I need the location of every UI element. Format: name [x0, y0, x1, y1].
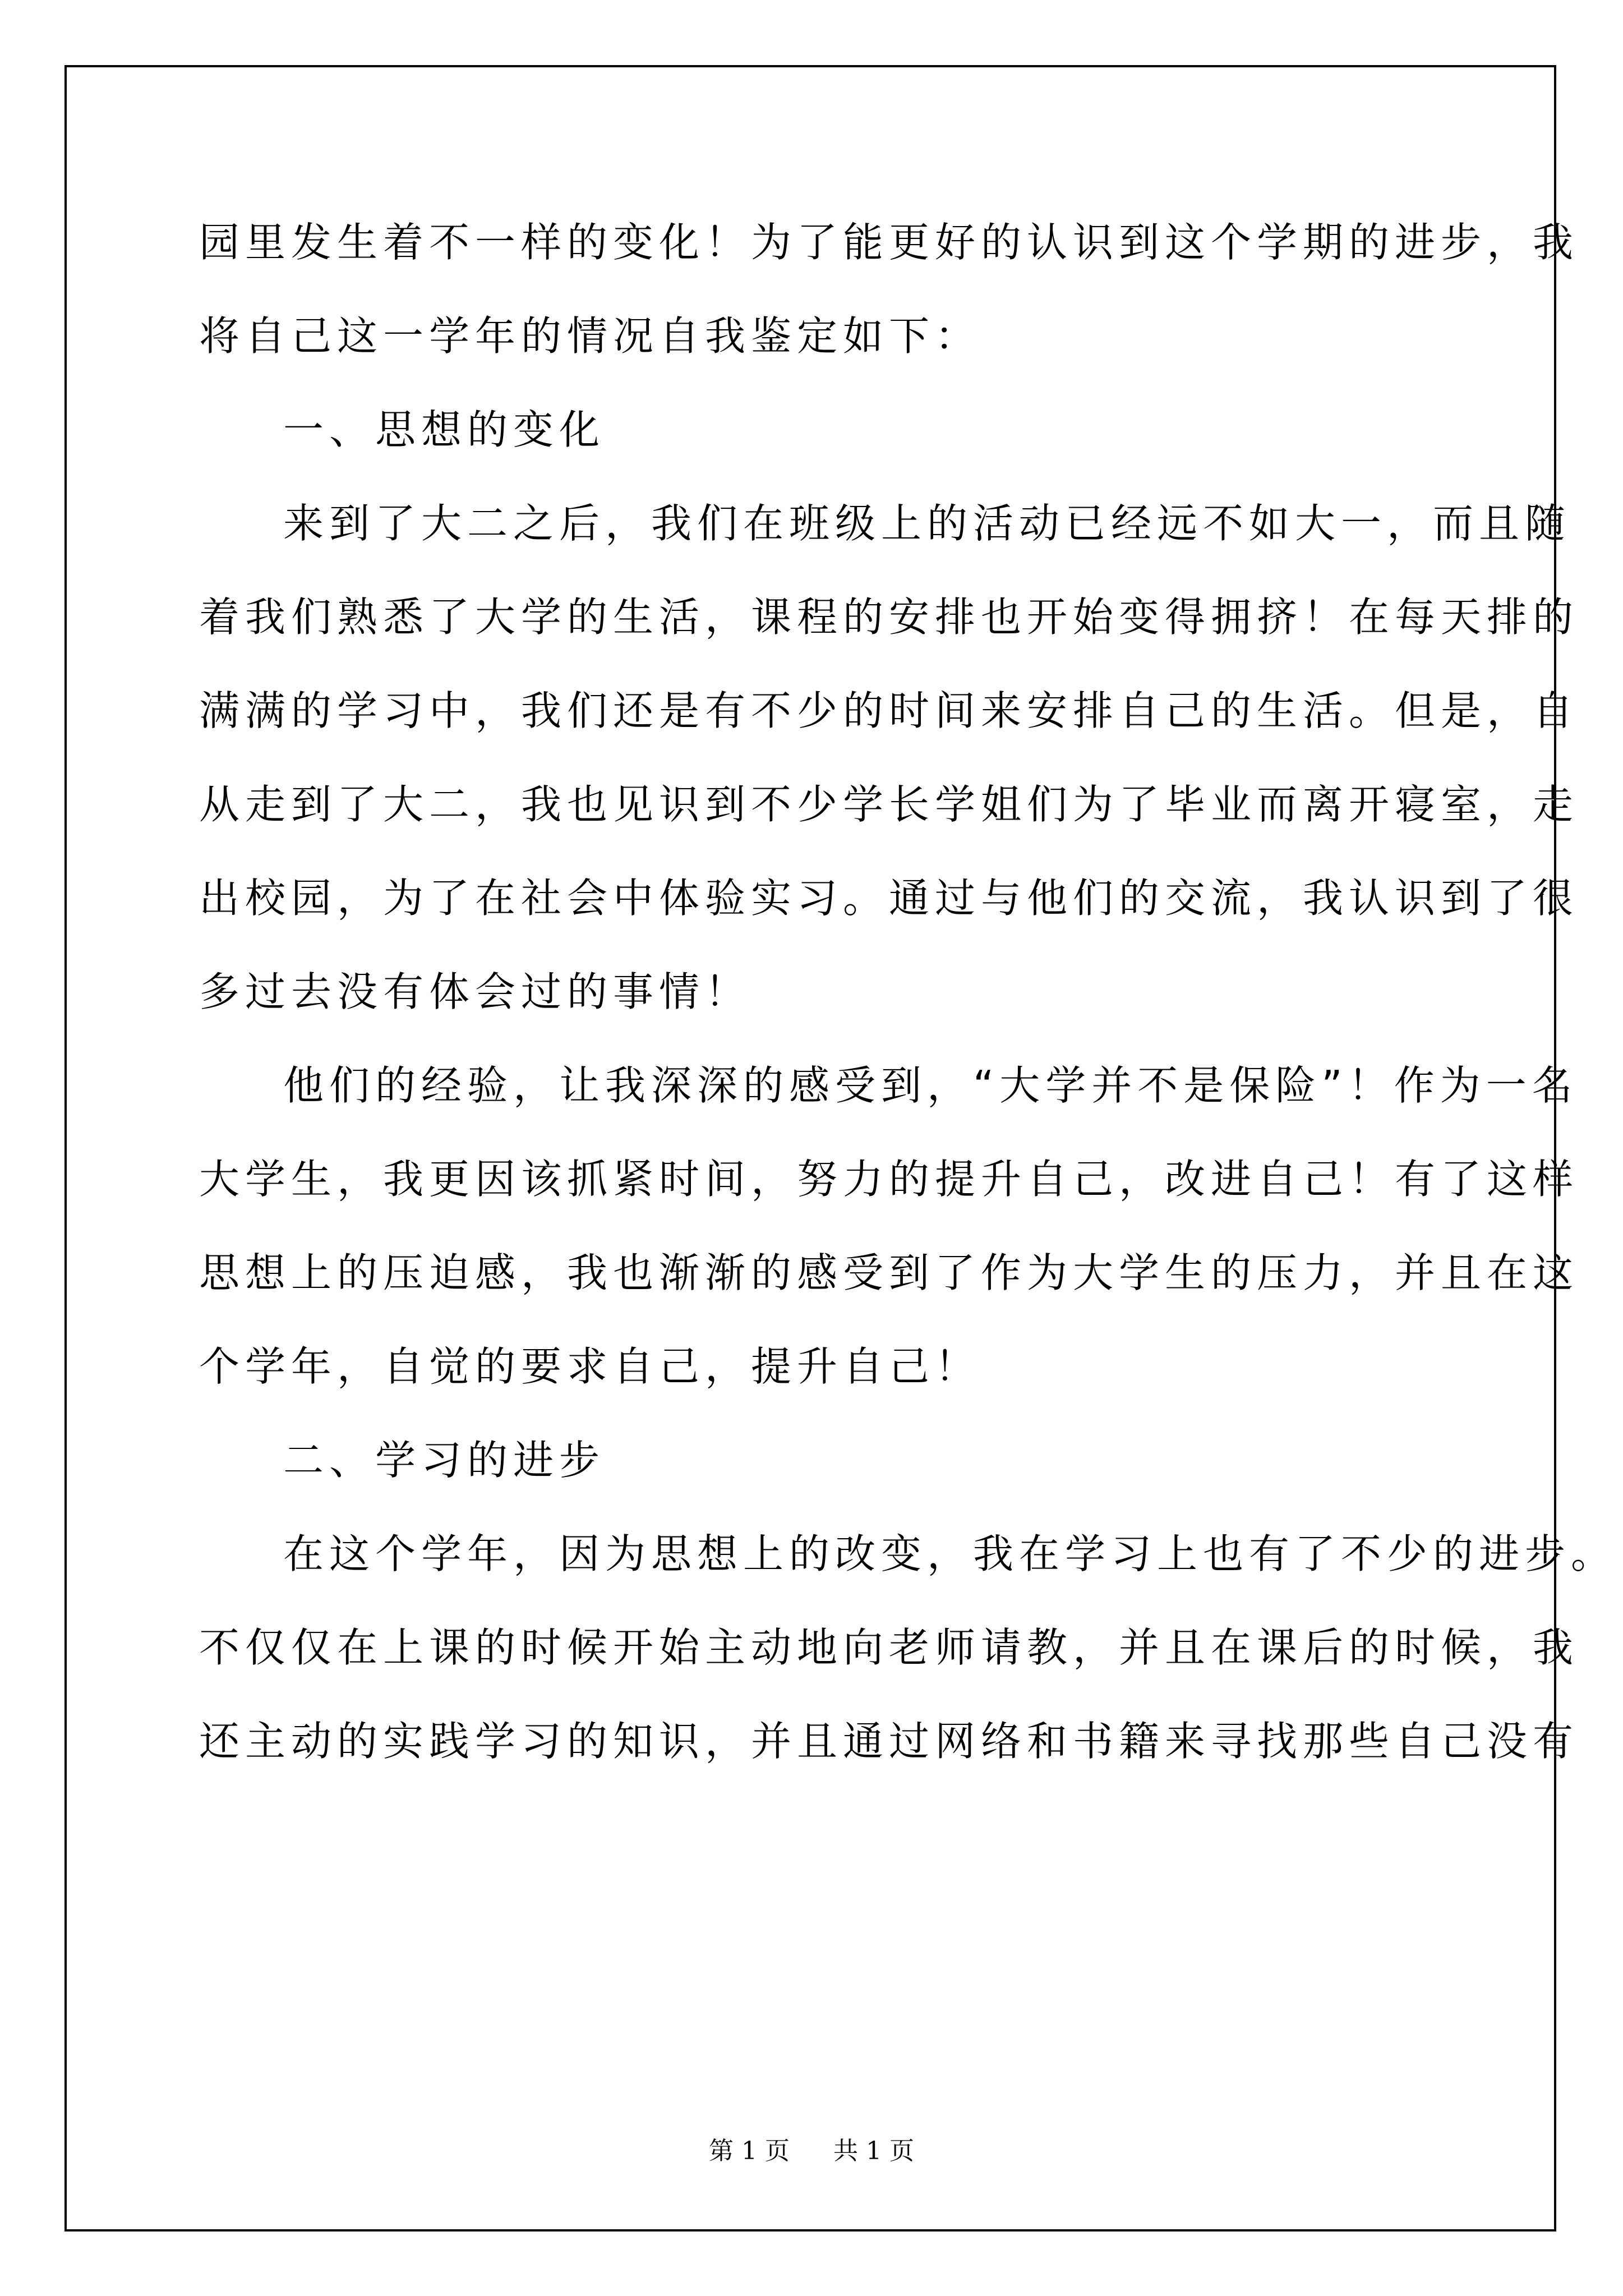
paragraph-line: 他们的经验，让我深深的感受到，“大学并不是保险”！作为一名: [283, 1062, 1578, 1109]
page-total: 共 1 页: [833, 2137, 914, 2165]
paragraph-line: 着我们熟悉了大学的生活，课程的安排也开始变得拥挤！在每天排的: [199, 593, 1579, 641]
page-footer: [0, 2137, 1623, 2165]
document-body: [199, 219, 1617, 1812]
section-heading: 二、学习的进步: [283, 1437, 606, 1484]
paragraph-line: 思想上的压迫感，我也渐渐的感受到了作为大学生的压力，并且在这: [199, 1249, 1579, 1296]
paragraph-line: 园里发生着不一样的变化！为了能更好的认识到这个学期的进步，我: [199, 219, 1579, 266]
paragraph-line: 个学年，自觉的要求自己，提升自己！: [199, 1343, 981, 1390]
page-number: 第 1 页: [709, 2137, 790, 2165]
paragraph-line: 不仅仅在上课的时候开始主动地向老师请教，并且在课后的时候，我: [199, 1624, 1579, 1671]
paragraph-line: 从走到了大二，我也见识到不少学长学姐们为了毕业而离开寝室，走: [199, 781, 1579, 828]
section-heading: 一、思想的变化: [283, 406, 606, 453]
paragraph-line: 大学生，我更因该抓紧时间，努力的提升自己，改进自己！有了这样: [199, 1156, 1579, 1203]
paragraph-line: 在这个学年，因为思想上的改变，我在学习上也有了不少的进步。: [283, 1530, 1617, 1577]
paragraph-line: 还主动的实践学习的知识，并且通过网络和书籍来寻找那些自己没有: [199, 1718, 1579, 1765]
paragraph-line: 满满的学习中，我们还是有不少的时间来安排自己的生活。但是，自: [199, 687, 1579, 734]
paragraph-line: 来到了大二之后，我们在班级上的活动已经远不如大一，而且随: [283, 500, 1571, 547]
paragraph-line: 出校园，为了在社会中体验实习。通过与他们的交流，我认识到了很: [199, 875, 1579, 922]
paragraph-line: 多过去没有体会过的事情！: [199, 968, 751, 1015]
paragraph-line: 将自己这一学年的情况自我鉴定如下：: [199, 312, 981, 360]
